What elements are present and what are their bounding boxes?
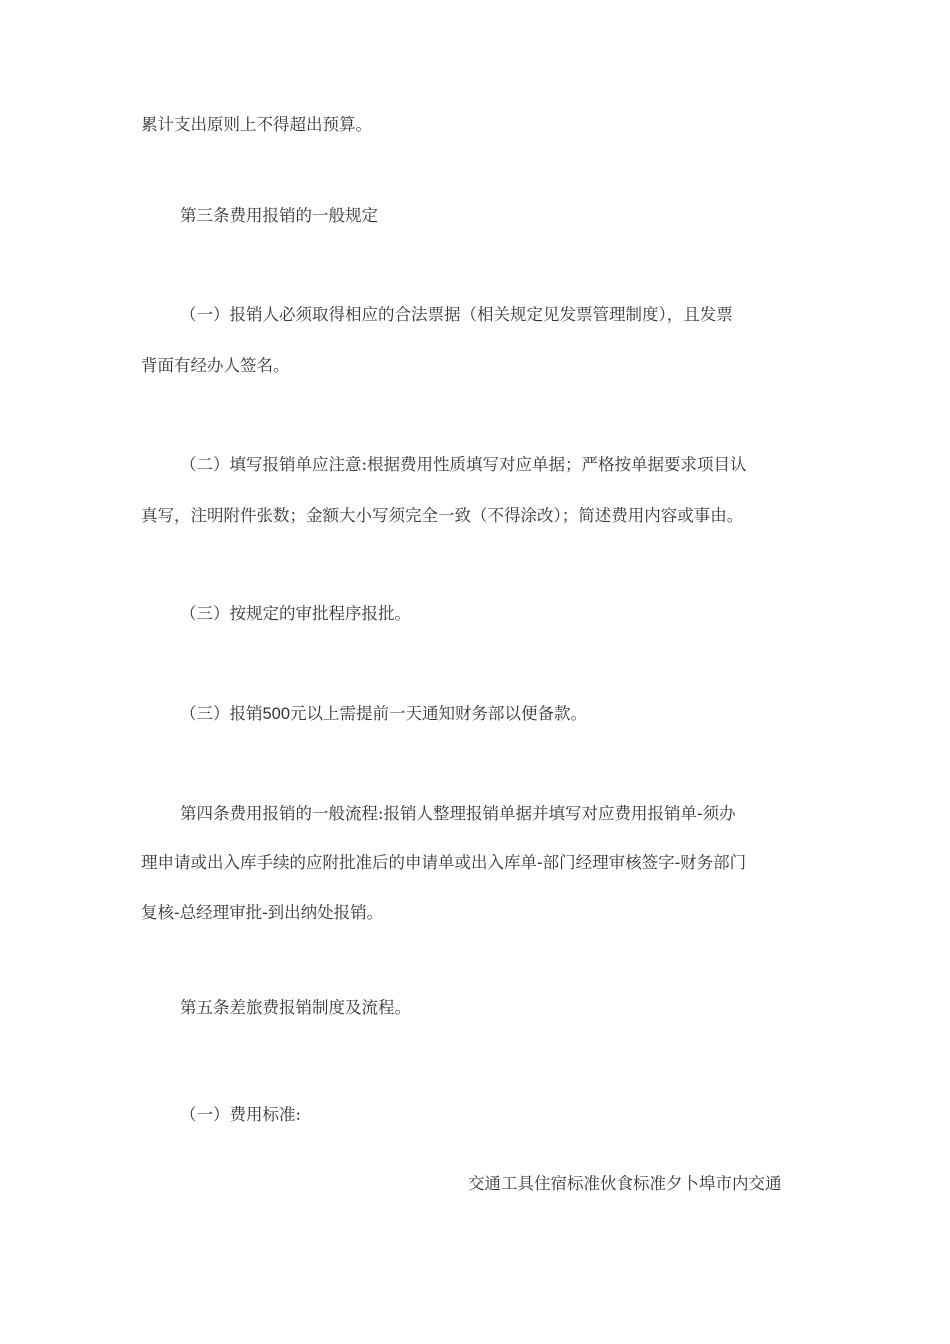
expense-standard-heading: （一）费用标准: — [180, 1105, 302, 1124]
rule-2-line-2: 真写，注明附件张数；金额大小写须完全一致（不得涂改）；简述费用内容或事由。 — [141, 506, 744, 525]
rule-1-line-1: （一）报销人必须取得相应的合法票据（相关规定见发票管理制度），且发票 — [180, 305, 733, 324]
rule-4-line — [180, 704, 587, 724]
expense-standard-columns: 交通工具住宿标准伙食标准夕卜埠市内交通 — [468, 1174, 782, 1193]
paragraph-budget-line: 累计支出原则上不得超出预算。 — [141, 115, 372, 134]
article-four-line-1: 第四条费用报销的一般流程:报销人整理报销单据并填写对应费用报销单-须办 — [180, 804, 736, 823]
rule-4-prefix: （三）报销 — [180, 704, 263, 723]
article-four-line-3: 复核-总经理审批-到出纳处报销。 — [141, 903, 384, 922]
article-five-heading: 第五条差旅费报销制度及流程。 — [180, 998, 411, 1017]
rule-2-line-1: （二）填写报销单应注意:根据费用性质填写对应单据；严格按单据要求项目认 — [180, 455, 747, 474]
rule-3-line: （三）按规定的审批程序报批。 — [180, 604, 411, 623]
rule-1-line-2: 背面有经办人签名。 — [141, 356, 290, 375]
rule-4-amount: 500 — [262, 705, 291, 723]
article-four-line-2: 理申请或出入库手续的应附批准后的申请单或出入库单-部门经理审核签字-财务部门 — [141, 853, 747, 872]
article-three-heading: 第三条费用报销的一般规定 — [180, 206, 378, 225]
rule-4-suffix: 元以上需提前一天通知财务部以便备款。 — [290, 704, 588, 723]
